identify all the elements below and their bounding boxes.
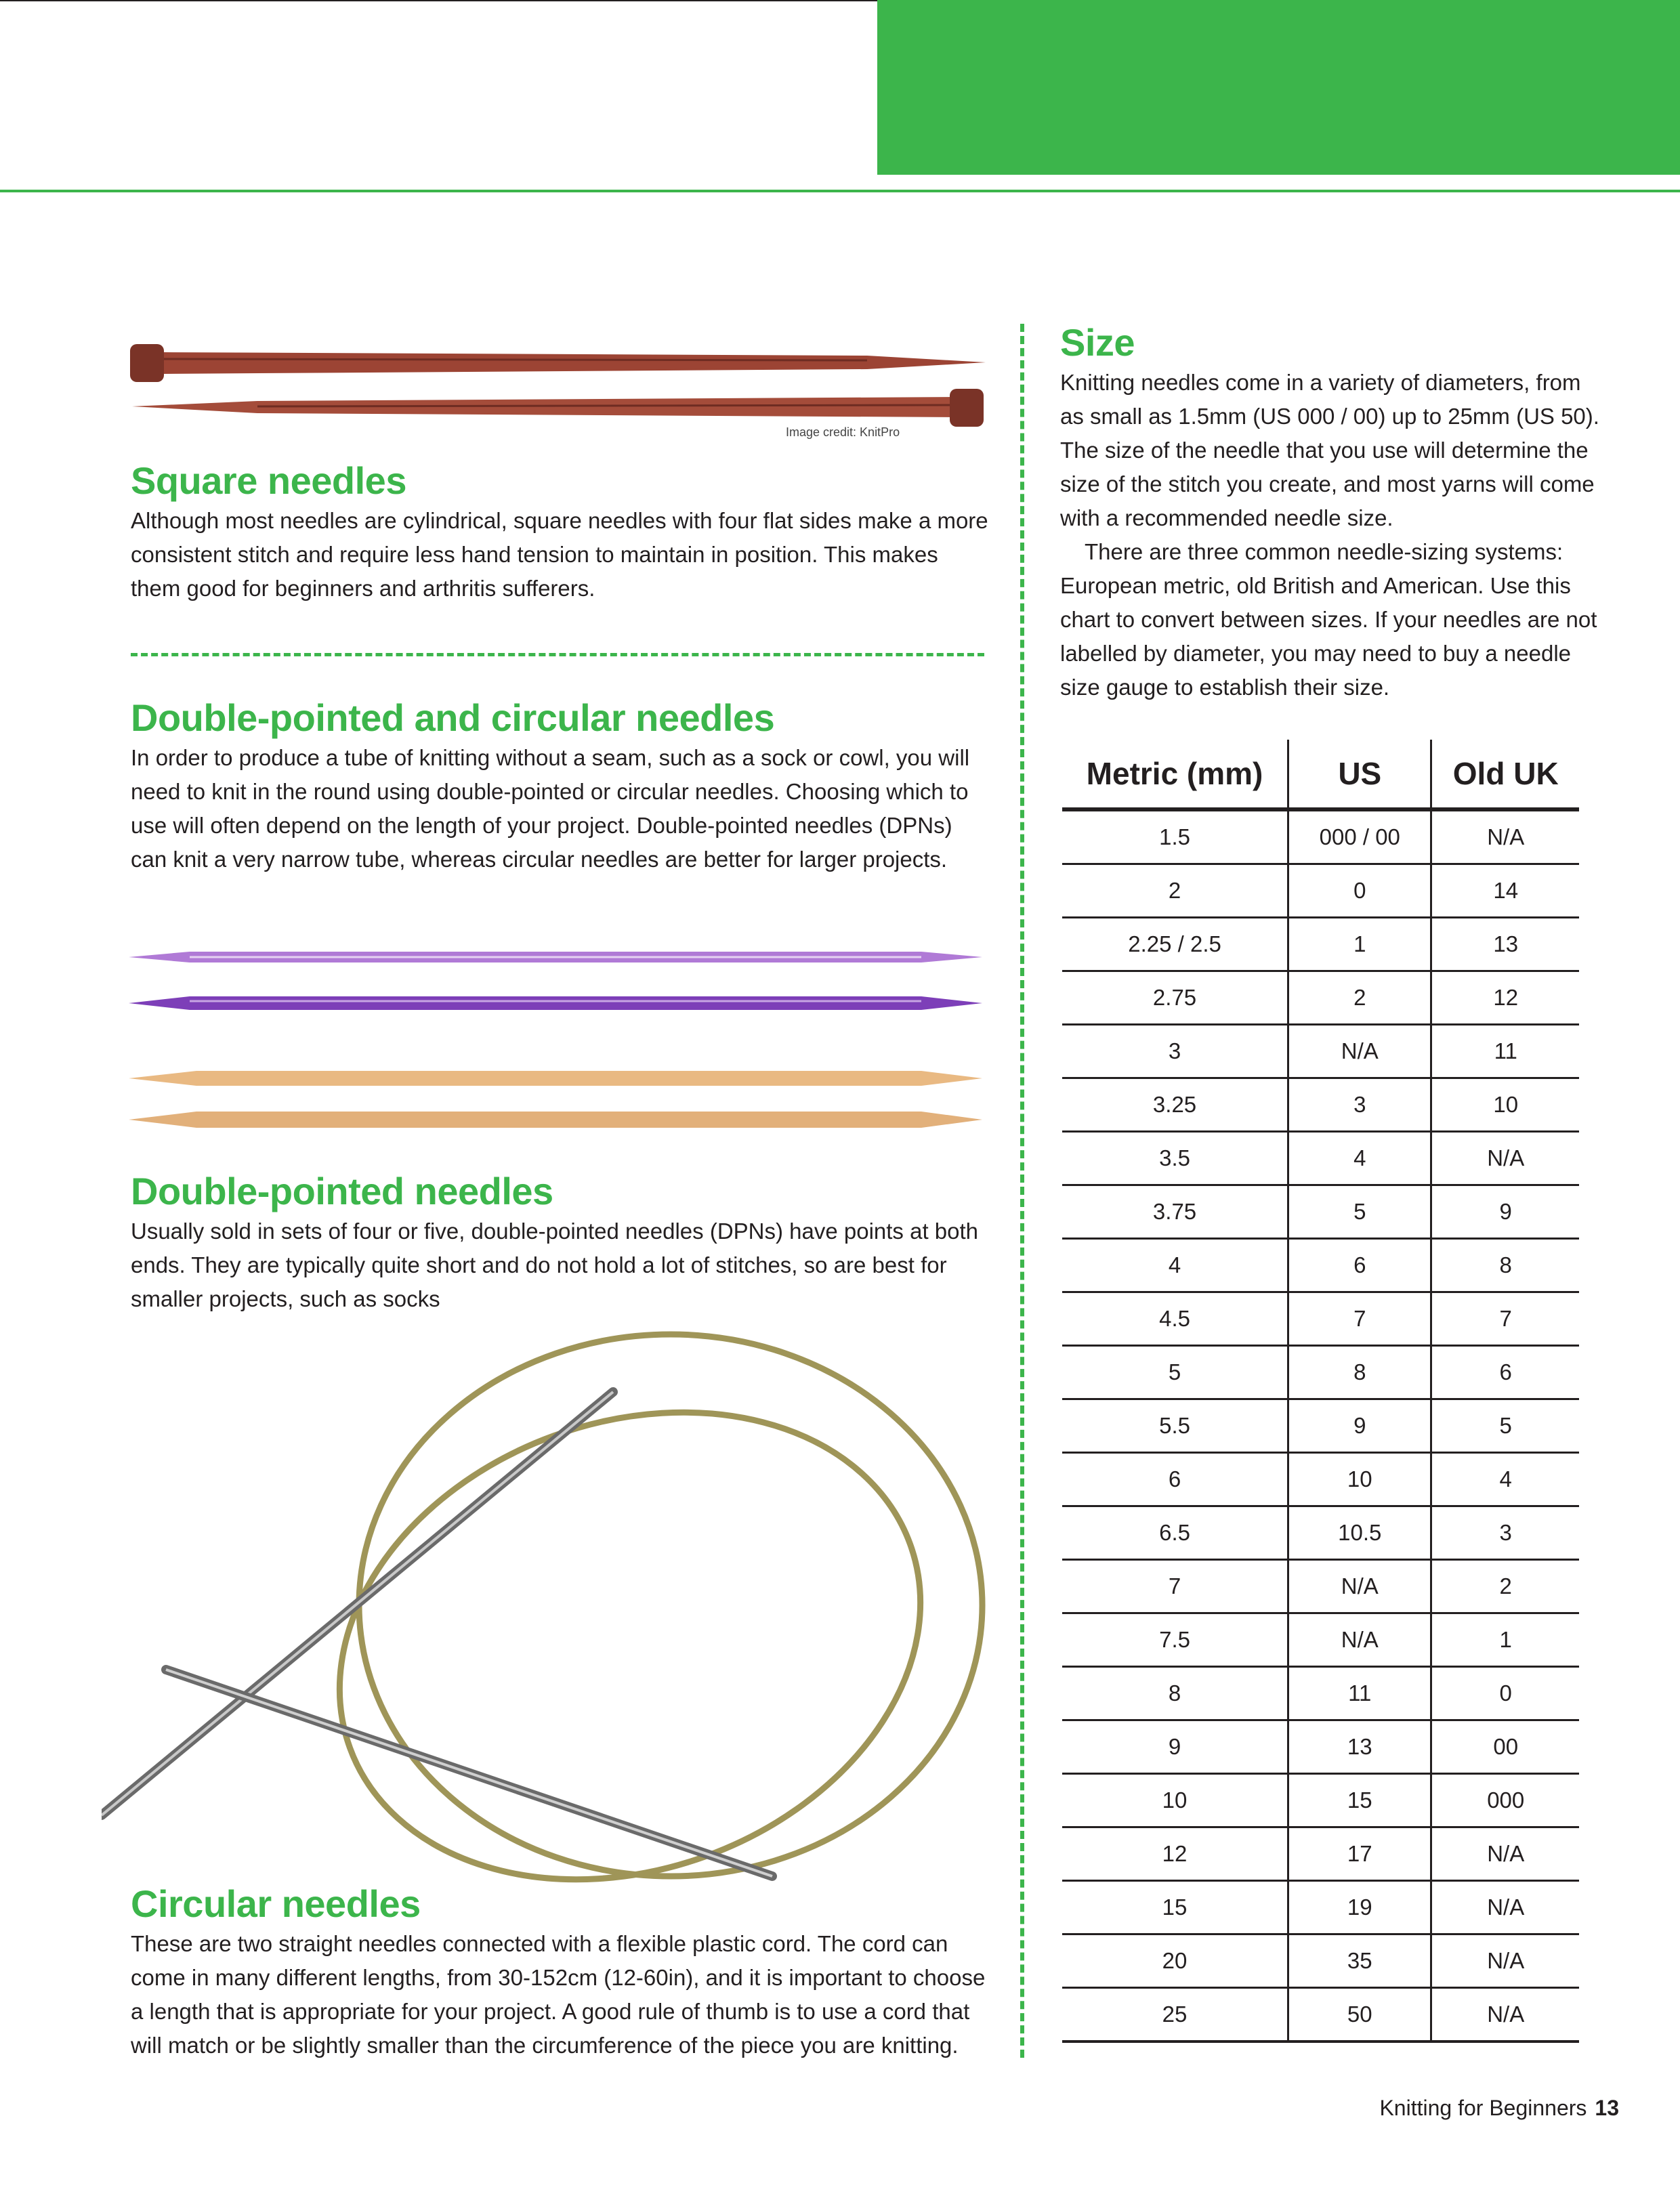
table-cell: 50 [1288,1988,1431,2042]
table-cell: N/A [1431,1132,1579,1185]
table-row [1062,1399,1579,1453]
page-number: 13 [1595,2096,1619,2120]
table-cell: 4 [1431,1453,1579,1506]
table-cell: 5.5 [1062,1399,1288,1453]
table-cell: 5 [1431,1399,1579,1453]
table-body [1062,809,1579,2042]
table-cell: 10.5 [1288,1506,1431,1560]
table-cell: 6 [1288,1239,1431,1292]
table-cell: 3.75 [1062,1185,1288,1239]
table-cell: 3 [1062,1025,1288,1078]
table-cell: 9 [1288,1399,1431,1453]
table-row [1062,918,1579,971]
square-needles-heading: Square needles [131,459,406,502]
table-cell: 6 [1062,1453,1288,1506]
section-divider [131,653,984,656]
dpn-wood-2 [129,1112,982,1128]
table-cell: 7 [1431,1292,1579,1346]
table-cell: 10 [1288,1453,1431,1506]
table-cell: 13 [1431,918,1579,971]
table-cell: N/A [1288,1613,1431,1667]
table-row [1062,971,1579,1025]
table-cell: 3.25 [1062,1078,1288,1132]
table-cell: 00 [1431,1720,1579,1774]
table-row [1062,1774,1579,1827]
table-cell: 2.25 / 2.5 [1062,918,1288,971]
table-cell: N/A [1431,1827,1579,1881]
table-cell: 5 [1062,1346,1288,1399]
table-row [1062,1934,1579,1988]
table-row [1062,1667,1579,1720]
circular-cord-inner [274,1334,987,1903]
column-divider [1020,324,1024,2058]
table-cell: 5 [1288,1185,1431,1239]
table-row [1062,1613,1579,1667]
table-cell: 7 [1062,1560,1288,1613]
table-cell: 7.5 [1062,1613,1288,1667]
table-cell: 17 [1288,1827,1431,1881]
table-row [1062,809,1579,864]
circular-heading: Circular needles [131,1882,421,1925]
table-cell: 12 [1062,1827,1288,1881]
dpc-text: In order to produce a tube of knitting without a seam, such as a sock or cowl, you will need to knit in the round using double-pointed or circular needles. Choosing which to use will often depend on the length of your project. Double-pointed needles (DPNs) can knit a very narrow tube, whereas circular needles are better for larger projects. [131,745,970,872]
page-footer [1379,2096,1619,2121]
square-needles-image [122,325,996,433]
table-cell: 7 [1288,1292,1431,1346]
table-row [1062,1185,1579,1239]
table-cell: 19 [1288,1881,1431,1934]
table-cell: N/A [1431,1881,1579,1934]
table-cell: 10 [1062,1774,1288,1827]
col-header-old-uk: Old UK [1431,740,1579,809]
table-cell: 0 [1288,864,1431,918]
table-cell: 4 [1288,1132,1431,1185]
table-cell: 2 [1062,864,1288,918]
size-para-1: Knitting needles come in a variety of diameters, from as small as 1.5mm (US 000 / 00) up to 25mm (US 50). The size of the needle that you use will determine the size of the stitch you create, and most yarns will come with a recommended needle size. [1060,370,1599,530]
table-cell: N/A [1431,1934,1579,1988]
table-row [1062,1560,1579,1613]
dpn-purple-2 [129,996,982,1010]
table-row [1062,1346,1579,1399]
header-green-rule [0,190,1680,192]
table-row [1062,1988,1579,2042]
size-heading: Size [1060,321,1135,364]
table-cell: 11 [1288,1667,1431,1720]
table-row [1062,1453,1579,1506]
table-cell: 3 [1431,1506,1579,1560]
table-cell: 000 [1431,1774,1579,1827]
table-cell: 8 [1062,1667,1288,1720]
table-cell: 0 [1431,1667,1579,1720]
table-cell: 25 [1062,1988,1288,2042]
table-row [1062,864,1579,918]
table-cell: 2.75 [1062,971,1288,1025]
table-cell: 13 [1288,1720,1431,1774]
col-header-metric: Metric (mm) [1062,740,1288,809]
table-row [1062,1881,1579,1934]
table-cell: 12 [1431,971,1579,1025]
table-cell: 1 [1288,918,1431,971]
table-row [1062,1239,1579,1292]
square-needle-top [130,344,986,382]
table-cell: 9 [1062,1720,1288,1774]
table-row [1062,1506,1579,1560]
table-cell: 1 [1431,1613,1579,1667]
table-cell: N/A [1288,1560,1431,1613]
table-cell: 20 [1062,1934,1288,1988]
footer-title: Knitting for Beginners [1379,2096,1587,2120]
table-cell: 000 / 00 [1288,809,1431,864]
table-row [1062,1292,1579,1346]
table-cell: 6 [1431,1346,1579,1399]
table-cell: 8 [1431,1239,1579,1292]
table-row [1062,1078,1579,1132]
table-cell: 15 [1062,1881,1288,1934]
table-cell: 10 [1431,1078,1579,1132]
dpc-heading: Double-pointed and circular needles [131,696,775,739]
size-para-2: There are three common needle-sizing systems: European metric, old British and American. Use this chart to convert between sizes. If your needles are not labelled by diameter, you may need to buy a needle size gauge to establish their size. [1060,539,1597,700]
image-credit: Image credit: KnitPro [786,425,900,439]
table-row [1062,1720,1579,1774]
table-row [1062,1827,1579,1881]
table-cell: 9 [1431,1185,1579,1239]
table-cell: 3.5 [1062,1132,1288,1185]
table-cell: N/A [1431,809,1579,864]
table-cell: 2 [1431,1560,1579,1613]
table-cell: 3 [1288,1078,1431,1132]
header-green-block [877,0,1680,175]
table-cell: 6.5 [1062,1506,1288,1560]
needle-size-table [1062,740,1579,2043]
table-cell: 4 [1062,1239,1288,1292]
dpn-wood-1 [129,1071,982,1086]
square-needle-bottom [132,389,984,427]
table-row [1062,1025,1579,1078]
circular-text: These are two straight needles connected with a flexible plastic cord. The cord can come in many different lengths, from 30-152cm (12-60in), and it is important to choose a length that is appropriate for your project. A good rule of thumb is to use a cord that will match or be slightly smaller than the circumference of the piece you are knitting. [131,1931,986,2058]
table-cell: 4.5 [1062,1292,1288,1346]
dpn-image [122,938,996,1141]
dpn-heading: Double-pointed needles [131,1170,553,1212]
table-cell: 8 [1288,1346,1431,1399]
square-needles-text: Although most needles are cylindrical, square needles with four flat sides make a more consistent stitch and require less hand tension to maintain in position. This makes them good for beginners and arthritis sufferers. [131,508,988,601]
table-cell: 14 [1431,864,1579,918]
table-cell: 15 [1288,1774,1431,1827]
table-cell: 11 [1431,1025,1579,1078]
circular-needle-image [102,1328,1009,1903]
table-cell: N/A [1431,1988,1579,2042]
dpn-text: Usually sold in sets of four or five, double-pointed needles (DPNs) have points at both ends. They are typically quite short and do not hold a lot of stitches, so are best for smaller projects, such as socks [131,1219,979,1311]
col-header-us: US [1288,740,1431,809]
circular-needle-tip-1 [102,1392,613,1815]
table-cell: 1.5 [1062,809,1288,864]
circular-needle-tip-2 [166,1670,772,1876]
table-row [1062,1132,1579,1185]
table-cell: 2 [1288,971,1431,1025]
table-cell: 35 [1288,1934,1431,1988]
dpn-purple-1 [129,952,982,962]
table-cell: N/A [1288,1025,1431,1078]
